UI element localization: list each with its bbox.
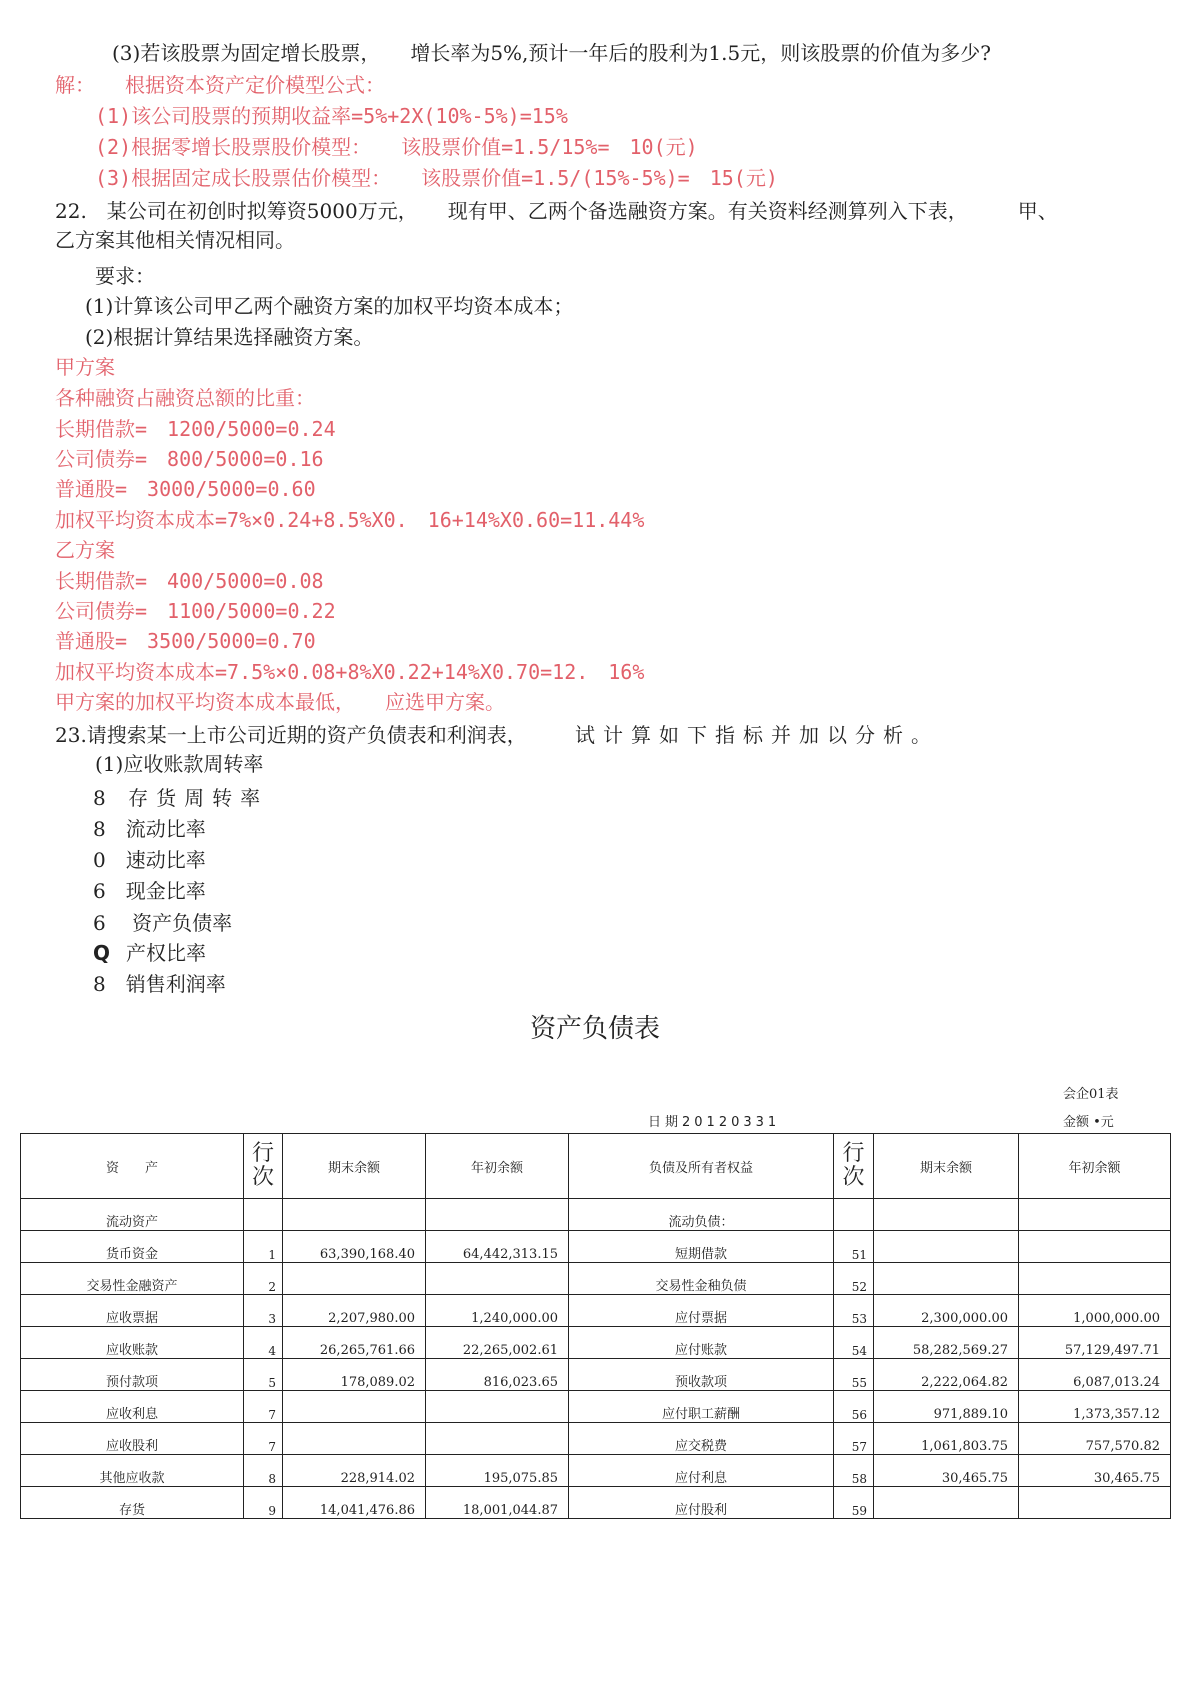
question-23-text-spaced: 试计算如下指标并加以分析。 xyxy=(575,723,939,747)
liability-begin-balance: 1,000,000.00 xyxy=(1019,1295,1171,1327)
liability-line-no: 54 xyxy=(834,1327,874,1359)
liability-name: 应付票据 xyxy=(569,1295,834,1327)
asset-name: 应收账款 xyxy=(21,1327,244,1359)
table-row xyxy=(21,1231,1171,1263)
amount-unit: 金额 •元 xyxy=(1063,1115,1114,1130)
indicator-6: 6 资产负债率 xyxy=(93,911,233,935)
answer-line-3: (3)根据固定成长股票估价模型： 该股票价值=1.5/(15%-5%)= 15(元) xyxy=(95,166,778,190)
asset-name: 预付款项 xyxy=(21,1359,244,1391)
asset-begin-balance: 195,075.85 xyxy=(426,1455,569,1487)
plan-a-heading: 甲方案 xyxy=(55,355,115,379)
liability-name: 应交税费 xyxy=(569,1423,834,1455)
liability-line-no: 55 xyxy=(834,1359,874,1391)
liability-end-balance: 971,889.10 xyxy=(874,1391,1019,1423)
plan-a-common-stock: 普通股= 3000/5000=0.60 xyxy=(55,477,316,501)
asset-begin-balance: 64,442,313.15 xyxy=(426,1231,569,1263)
asset-end-balance xyxy=(283,1263,426,1295)
conclusion: 甲方案的加权平均资本成本最低， 应选甲方案。 xyxy=(55,690,505,714)
indicator-8: 8 销售利润率 xyxy=(93,972,226,996)
liability-name: 应付账款 xyxy=(569,1327,834,1359)
liability-name: 交易性金秞负债 xyxy=(569,1263,834,1295)
plan-a-bonds: 公司债券= 800/5000=0.16 xyxy=(55,447,324,471)
liability-end-balance: 1,061,803.75 xyxy=(874,1423,1019,1455)
indicator-3: 8 流动比率 xyxy=(93,817,206,841)
asset-begin-balance xyxy=(426,1423,569,1455)
requirement-1: (1)计算该公司甲乙两个融资方案的加权平均资本成本； xyxy=(85,294,574,318)
liability-line-no: 53 xyxy=(834,1295,874,1327)
table-row xyxy=(21,1487,1171,1519)
liability-begin-balance: 757,570.82 xyxy=(1019,1423,1171,1455)
indicator-7: 产权比率 xyxy=(126,941,206,965)
indicator-7-marker: Q xyxy=(93,941,111,965)
question-22-text-cont: 乙方案其他相关情况相同。 xyxy=(55,228,295,252)
liability-begin-balance: 1,373,357.12 xyxy=(1019,1391,1171,1423)
liability-line-no: 59 xyxy=(834,1487,874,1519)
table-row xyxy=(21,1391,1171,1423)
plan-b-long-loan: 长期借款= 400/5000=0.08 xyxy=(55,569,324,593)
asset-end-balance xyxy=(283,1423,426,1455)
liability-end-balance: 58,282,569.27 xyxy=(874,1327,1019,1359)
answer-line-1: (1)该公司股票的预期收益率=5%+2X(10%-5%)=15% xyxy=(95,104,568,128)
table-row xyxy=(21,1455,1171,1487)
asset-line-no: 7 xyxy=(244,1391,283,1423)
question-3-text: (3)若该股票为固定增长股票， 增长率为5%,预计一年后的股利为1.5元，则该股票的价值为多少? xyxy=(112,41,991,65)
asset-end-balance: 2,207,980.00 xyxy=(283,1295,426,1327)
liability-end-balance: 2,300,000.00 xyxy=(874,1295,1019,1327)
header-end-balance: 期末余额 xyxy=(283,1134,426,1199)
liability-line-no: 52 xyxy=(834,1263,874,1295)
indicator-4: 0 速动比率 xyxy=(93,848,206,872)
asset-end-balance: 14,041,476.86 xyxy=(283,1487,426,1519)
table-row xyxy=(21,1423,1171,1455)
form-number: 会企01表 xyxy=(1063,1087,1119,1102)
asset-line-no xyxy=(244,1199,283,1231)
asset-line-no: 7 xyxy=(244,1423,283,1455)
plan-b-heading: 乙方案 xyxy=(55,538,115,562)
asset-line-no: 5 xyxy=(244,1359,283,1391)
asset-begin-balance: 1,240,000.00 xyxy=(426,1295,569,1327)
header-begin-balance: 年初余额 xyxy=(426,1134,569,1199)
header-begin-balance-2: 年初余额 xyxy=(1019,1134,1171,1199)
liability-begin-balance: 6,087,013.24 xyxy=(1019,1359,1171,1391)
plan-a-long-loan: 长期借款= 1200/5000=0.24 xyxy=(55,417,336,441)
asset-begin-balance xyxy=(426,1199,569,1231)
question-23-text: 23.请搜索某一上市公司近期的资产负债表和利润表， xyxy=(55,723,527,747)
asset-name: 应收利息 xyxy=(21,1391,244,1423)
asset-name: 流动资产 xyxy=(21,1199,244,1231)
liability-end-balance xyxy=(874,1199,1019,1231)
table-row xyxy=(21,1199,1171,1231)
asset-begin-balance xyxy=(426,1263,569,1295)
liability-line-no: 58 xyxy=(834,1455,874,1487)
asset-name: 应收票据 xyxy=(21,1295,244,1327)
table-header-row xyxy=(21,1134,1171,1199)
asset-begin-balance: 22,265,002.61 xyxy=(426,1327,569,1359)
asset-end-balance: 178,089.02 xyxy=(283,1359,426,1391)
header-end-balance-2: 期末余额 xyxy=(874,1134,1019,1199)
table-row xyxy=(21,1263,1171,1295)
header-line-no: 行次 xyxy=(244,1134,283,1199)
balance-sheet-table xyxy=(20,1133,1171,1519)
liability-begin-balance xyxy=(1019,1231,1171,1263)
asset-line-no: 2 xyxy=(244,1263,283,1295)
asset-line-no: 1 xyxy=(244,1231,283,1263)
indicator-5: 6 现金比率 xyxy=(93,879,206,903)
asset-name: 货币资金 xyxy=(21,1231,244,1263)
plan-b-common-stock: 普通股= 3500/5000=0.70 xyxy=(55,629,316,653)
liability-begin-balance xyxy=(1019,1199,1171,1231)
header-asset: 资 产 xyxy=(21,1134,244,1199)
liability-name: 预收款项 xyxy=(569,1359,834,1391)
plan-a-wacc: 加权平均资本成本=7%×0.24+8.5%X0. 16+14%X0.60=11.44% xyxy=(55,508,645,532)
table-row xyxy=(21,1359,1171,1391)
liability-begin-balance xyxy=(1019,1263,1171,1295)
liability-line-no: 57 xyxy=(834,1423,874,1455)
plan-a-weights-label: 各种融资占融资总额的比重： xyxy=(55,386,315,410)
header-liabilities-equity: 负债及所有者权益 xyxy=(569,1134,834,1199)
indicator-2: 8 存货周转率 xyxy=(93,786,269,810)
asset-end-balance: 63,390,168.40 xyxy=(283,1231,426,1263)
liability-line-no: 56 xyxy=(834,1391,874,1423)
liability-end-balance: 30,465.75 xyxy=(874,1455,1019,1487)
requirements-label: 要求： xyxy=(95,264,155,288)
liability-begin-balance xyxy=(1019,1487,1171,1519)
asset-name: 应收股利 xyxy=(21,1423,244,1455)
asset-begin-balance: 18,001,044.87 xyxy=(426,1487,569,1519)
asset-line-no: 3 xyxy=(244,1295,283,1327)
liability-name: 流动负债： xyxy=(569,1199,834,1231)
liability-end-balance: 2,222,064.82 xyxy=(874,1359,1019,1391)
asset-end-balance xyxy=(283,1199,426,1231)
requirement-2: (2)根据计算结果选择融资方案。 xyxy=(85,325,374,349)
liability-end-balance xyxy=(874,1487,1019,1519)
balance-sheet-title: 资产负债表 xyxy=(529,1014,660,1044)
liability-begin-balance: 57,129,497.71 xyxy=(1019,1327,1171,1359)
asset-line-no: 8 xyxy=(244,1455,283,1487)
liability-line-no: 51 xyxy=(834,1231,874,1263)
plan-b-wacc: 加权平均资本成本=7.5%×0.08+8%X0.22+14%X0.70=12. 16% xyxy=(55,660,645,684)
liability-line-no xyxy=(834,1199,874,1231)
header-line-no-2: 行次 xyxy=(834,1134,874,1199)
asset-begin-balance xyxy=(426,1391,569,1423)
asset-name: 其他应收款 xyxy=(21,1455,244,1487)
table-row xyxy=(21,1327,1171,1359)
liability-name: 应付股利 xyxy=(569,1487,834,1519)
asset-end-balance xyxy=(283,1391,426,1423)
asset-name: 交易性金融资产 xyxy=(21,1263,244,1295)
liability-end-balance xyxy=(874,1263,1019,1295)
answer-line-2: (2)根据零增长股票股价模型： 该股票价值=1.5/15%= 10(元) xyxy=(95,135,698,159)
liability-begin-balance: 30,465.75 xyxy=(1019,1455,1171,1487)
liability-end-balance xyxy=(874,1231,1019,1263)
asset-end-balance: 26,265,761.66 xyxy=(283,1327,426,1359)
plan-b-bonds: 公司债券= 1100/5000=0.22 xyxy=(55,599,336,623)
asset-end-balance: 228,914.02 xyxy=(283,1455,426,1487)
liability-name: 应付利息 xyxy=(569,1455,834,1487)
liability-name: 应付职工薪酬 xyxy=(569,1391,834,1423)
asset-name: 存货 xyxy=(21,1487,244,1519)
report-date: 日期20120331 xyxy=(648,1115,781,1130)
asset-line-no: 4 xyxy=(244,1327,283,1359)
indicator-1: (1)应收账款周转率 xyxy=(95,752,264,776)
asset-begin-balance: 816,023.65 xyxy=(426,1359,569,1391)
liability-name: 短期借款 xyxy=(569,1231,834,1263)
asset-line-no: 9 xyxy=(244,1487,283,1519)
answer-intro: 解： 根据资本资产定价模型公式： xyxy=(55,73,385,97)
question-22-text: 22. 某公司在初创时拟筹资5000万元， 现有甲、乙两个备选融资方案。有关资料经测算列入下表， 甲、 xyxy=(55,199,1058,223)
table-row xyxy=(21,1295,1171,1327)
